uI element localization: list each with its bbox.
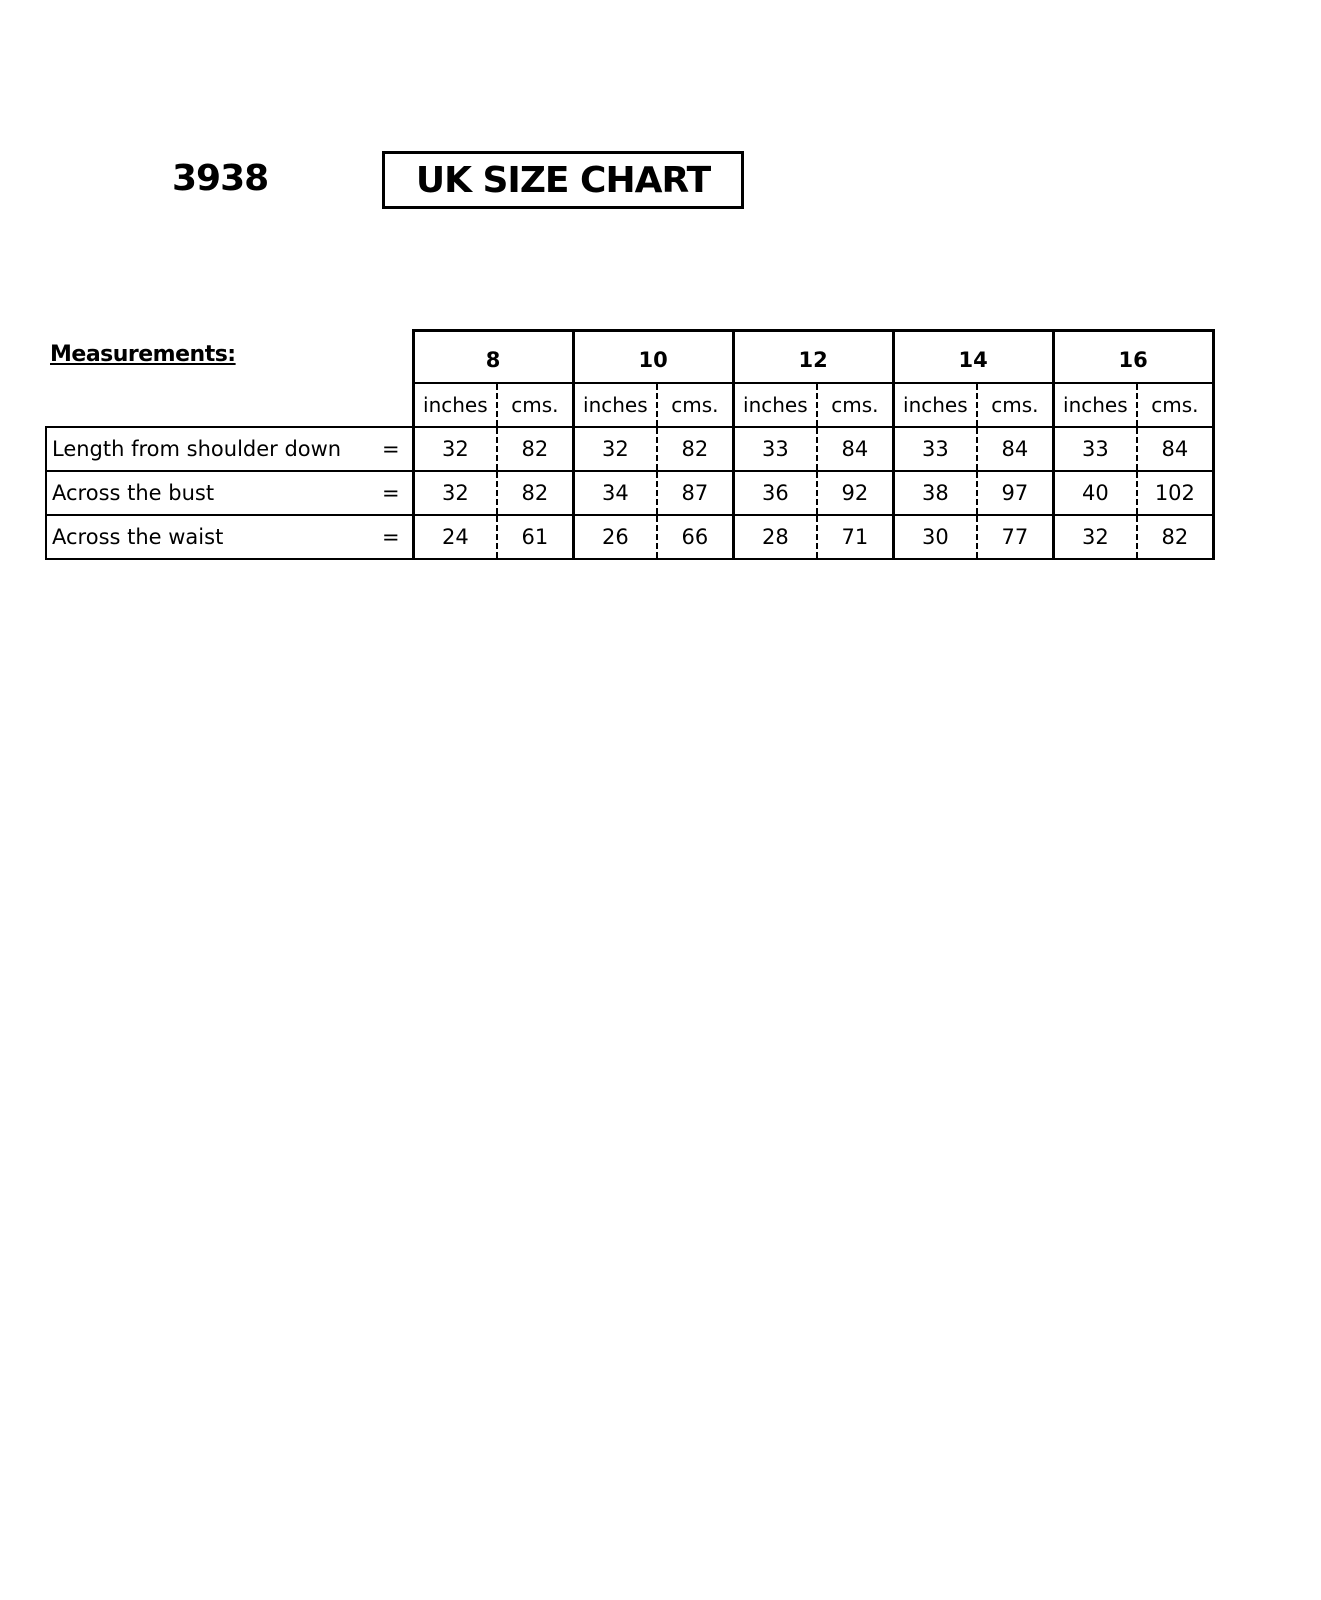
value-cms: 61 <box>497 515 573 559</box>
value-cms: 82 <box>497 427 573 471</box>
value-cms: 97 <box>977 471 1053 515</box>
unit-inches: inches <box>413 383 497 427</box>
value-cms: 82 <box>657 427 733 471</box>
row-label: Across the bust <box>46 471 382 515</box>
unit-cms: cms. <box>497 383 573 427</box>
measurements-heading: Measurements: <box>50 342 236 367</box>
value-inches: 33 <box>893 427 977 471</box>
size-header: 14 <box>893 331 1053 384</box>
value-cms: 84 <box>1137 427 1213 471</box>
size-header-row <box>46 331 1213 384</box>
value-cms: 87 <box>657 471 733 515</box>
value-inches: 30 <box>893 515 977 559</box>
page-title: UK SIZE CHART <box>382 151 744 209</box>
value-cms: 71 <box>817 515 893 559</box>
value-inches: 32 <box>573 427 657 471</box>
unit-inches: inches <box>733 383 817 427</box>
size-header: 8 <box>413 331 573 384</box>
value-cms: 84 <box>817 427 893 471</box>
row-label: Across the waist <box>46 515 382 559</box>
unit-cms: cms. <box>657 383 733 427</box>
value-inches: 40 <box>1053 471 1137 515</box>
value-inches: 36 <box>733 471 817 515</box>
table-row <box>46 427 1213 471</box>
size-header: 10 <box>573 331 733 384</box>
value-cms: 92 <box>817 471 893 515</box>
value-cms: 102 <box>1137 471 1213 515</box>
equals-sign: = <box>382 427 413 471</box>
value-inches: 24 <box>413 515 497 559</box>
equals-sign: = <box>382 471 413 515</box>
unit-header-row <box>46 383 1213 427</box>
value-inches: 32 <box>1053 515 1137 559</box>
size-table <box>45 329 1215 560</box>
value-inches: 32 <box>413 427 497 471</box>
value-inches: 34 <box>573 471 657 515</box>
value-inches: 33 <box>733 427 817 471</box>
value-cms: 82 <box>1137 515 1213 559</box>
equals-sign: = <box>382 515 413 559</box>
value-inches: 33 <box>1053 427 1137 471</box>
value-cms: 66 <box>657 515 733 559</box>
unit-cms: cms. <box>977 383 1053 427</box>
size-header: 16 <box>1053 331 1213 384</box>
product-code: 3938 <box>172 158 269 199</box>
value-inches: 28 <box>733 515 817 559</box>
value-cms: 82 <box>497 471 573 515</box>
value-cms: 77 <box>977 515 1053 559</box>
size-header: 12 <box>733 331 893 384</box>
unit-inches: inches <box>1053 383 1137 427</box>
table-row <box>46 515 1213 559</box>
unit-cms: cms. <box>817 383 893 427</box>
unit-cms: cms. <box>1137 383 1213 427</box>
value-inches: 26 <box>573 515 657 559</box>
table-row <box>46 471 1213 515</box>
row-label: Length from shoulder down <box>46 427 382 471</box>
value-cms: 84 <box>977 427 1053 471</box>
unit-inches: inches <box>573 383 657 427</box>
value-inches: 32 <box>413 471 497 515</box>
value-inches: 38 <box>893 471 977 515</box>
unit-inches: inches <box>893 383 977 427</box>
